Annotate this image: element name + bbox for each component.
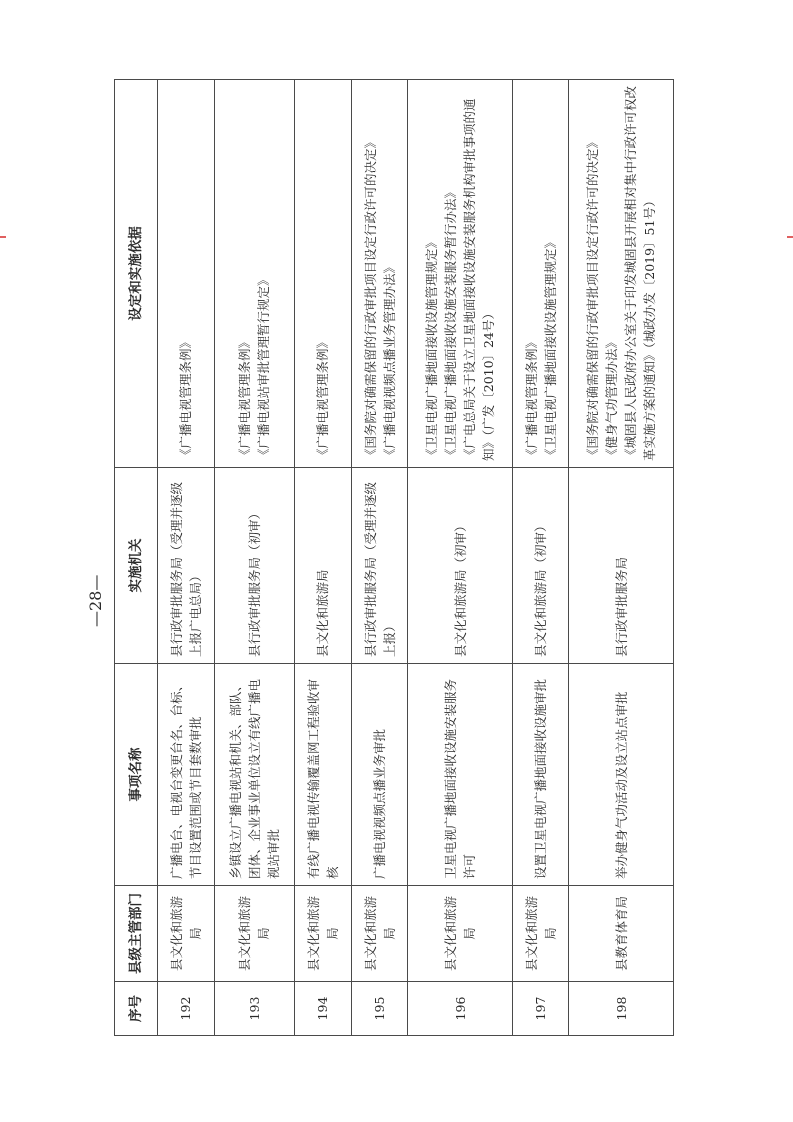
cell-item: 设置卫星电视广播地面接收设施审批 bbox=[512, 664, 569, 886]
cell-no: 196 bbox=[408, 982, 512, 1036]
table-row bbox=[214, 80, 295, 1036]
basis-line: 《广播电视视频点播业务管理办法》 bbox=[381, 260, 397, 461]
basis-line: 《广播电视管理条例》 bbox=[178, 335, 194, 461]
cell-no: 193 bbox=[214, 982, 295, 1036]
cell-agency: 县文化和旅游局（初审） bbox=[408, 468, 512, 664]
cell-dept: 县教育体育局 bbox=[569, 886, 674, 982]
cell-basis bbox=[295, 80, 352, 468]
header-basis: 设定和实施依据 bbox=[115, 80, 158, 468]
cell-no: 198 bbox=[569, 982, 674, 1036]
cell-item: 卫星电视广播地面接收设施安装服务许可 bbox=[408, 664, 512, 886]
table-body bbox=[158, 80, 674, 1036]
page-number: —28— bbox=[86, 574, 105, 627]
header-no: 序号 bbox=[115, 982, 158, 1036]
cell-basis bbox=[512, 80, 569, 468]
basis-line: 《国务院对确需保留的行政审批项目设定行政许可的决定》 bbox=[362, 135, 378, 461]
cell-no: 197 bbox=[512, 982, 569, 1036]
basis-line: 《广播电视管理条例》 bbox=[315, 335, 331, 461]
cell-agency: 县行政审批服务局 bbox=[569, 468, 674, 664]
basis-line: 《广播电视管理条例》 bbox=[523, 335, 539, 461]
cell-agency: 县行政审批服务局（初审） bbox=[214, 468, 295, 664]
basis-line: 《健身气功管理办法》 bbox=[604, 335, 620, 461]
cell-item: 广播电视视频点播业务审批 bbox=[351, 664, 408, 886]
table-row bbox=[569, 80, 674, 1036]
cell-basis bbox=[351, 80, 408, 468]
basis-line: 《广播电视站审批管理暂行规定》 bbox=[256, 273, 272, 461]
approval-items-table bbox=[114, 79, 674, 1036]
cell-basis bbox=[569, 80, 674, 468]
cell-dept: 县文化和旅游局 bbox=[214, 886, 295, 982]
cell-no: 194 bbox=[295, 982, 352, 1036]
basis-line: 《卫星电视广播地面接收设施管理规定》 bbox=[424, 235, 440, 461]
cell-basis bbox=[158, 80, 215, 468]
header-dept: 县级主管部门 bbox=[115, 886, 158, 982]
cell-dept: 县文化和旅游局 bbox=[158, 886, 215, 982]
cell-item: 乡镇设立广播电视站和机关、部队、团体、企业事业单位设立有线广播电视站审批 bbox=[214, 664, 295, 886]
cell-item: 有线广播电视传输覆盖网工程验收审核 bbox=[295, 664, 352, 886]
edge-mark bbox=[0, 236, 6, 238]
basis-line: 《国务院对确需保留的行政审批项目设定行政许可的决定》 bbox=[585, 135, 601, 461]
basis-line: 《卫星电视广播地面接收设施安装服务暂行办法》 bbox=[443, 185, 459, 461]
cell-no: 192 bbox=[158, 982, 215, 1036]
rotated-table-container bbox=[114, 80, 674, 1036]
table-row bbox=[158, 80, 215, 1036]
header-agency: 实施机关 bbox=[115, 468, 158, 664]
table-row bbox=[351, 80, 408, 1036]
basis-line: 《城固县人民政府办公室关于印发城固县开展相对集中行政许可权改革实施方案的通知》（城政办发〔2019〕51号） bbox=[623, 85, 658, 461]
cell-agency: 县行政审批服务局（受理并逐级上报广电总局） bbox=[158, 468, 215, 664]
cell-item: 举办健身气功活动及设立站点审批 bbox=[569, 664, 674, 886]
cell-dept: 县文化和旅游局 bbox=[295, 886, 352, 982]
header-item: 事项名称 bbox=[115, 664, 158, 886]
cell-basis bbox=[408, 80, 512, 468]
cell-agency: 县文化和旅游局 bbox=[295, 468, 352, 664]
table-row bbox=[512, 80, 569, 1036]
cell-no: 195 bbox=[351, 982, 408, 1036]
cell-basis bbox=[214, 80, 295, 468]
edge-mark bbox=[787, 236, 793, 238]
basis-line: 《广播电视管理条例》 bbox=[237, 335, 253, 461]
cell-dept: 县文化和旅游局 bbox=[512, 886, 569, 982]
cell-dept: 县文化和旅游局 bbox=[408, 886, 512, 982]
table-row bbox=[408, 80, 512, 1036]
basis-line: 《广电总局关于设立卫星地面接收设施安装服务机构审批事项的通知》（广发〔2010〕24号） bbox=[462, 98, 497, 461]
cell-dept: 县文化和旅游局 bbox=[351, 886, 408, 982]
table-header-row bbox=[115, 80, 158, 1036]
basis-line: 《卫星电视广播地面接收设施管理规定》 bbox=[542, 235, 558, 461]
cell-agency: 县文化和旅游局（初审） bbox=[512, 468, 569, 664]
cell-item: 广播电台、电视台变更台名、台标、节目设置范围或节目套数审批 bbox=[158, 664, 215, 886]
table-row bbox=[295, 80, 352, 1036]
cell-agency: 县行政审批服务局（受理并逐级上报） bbox=[351, 468, 408, 664]
